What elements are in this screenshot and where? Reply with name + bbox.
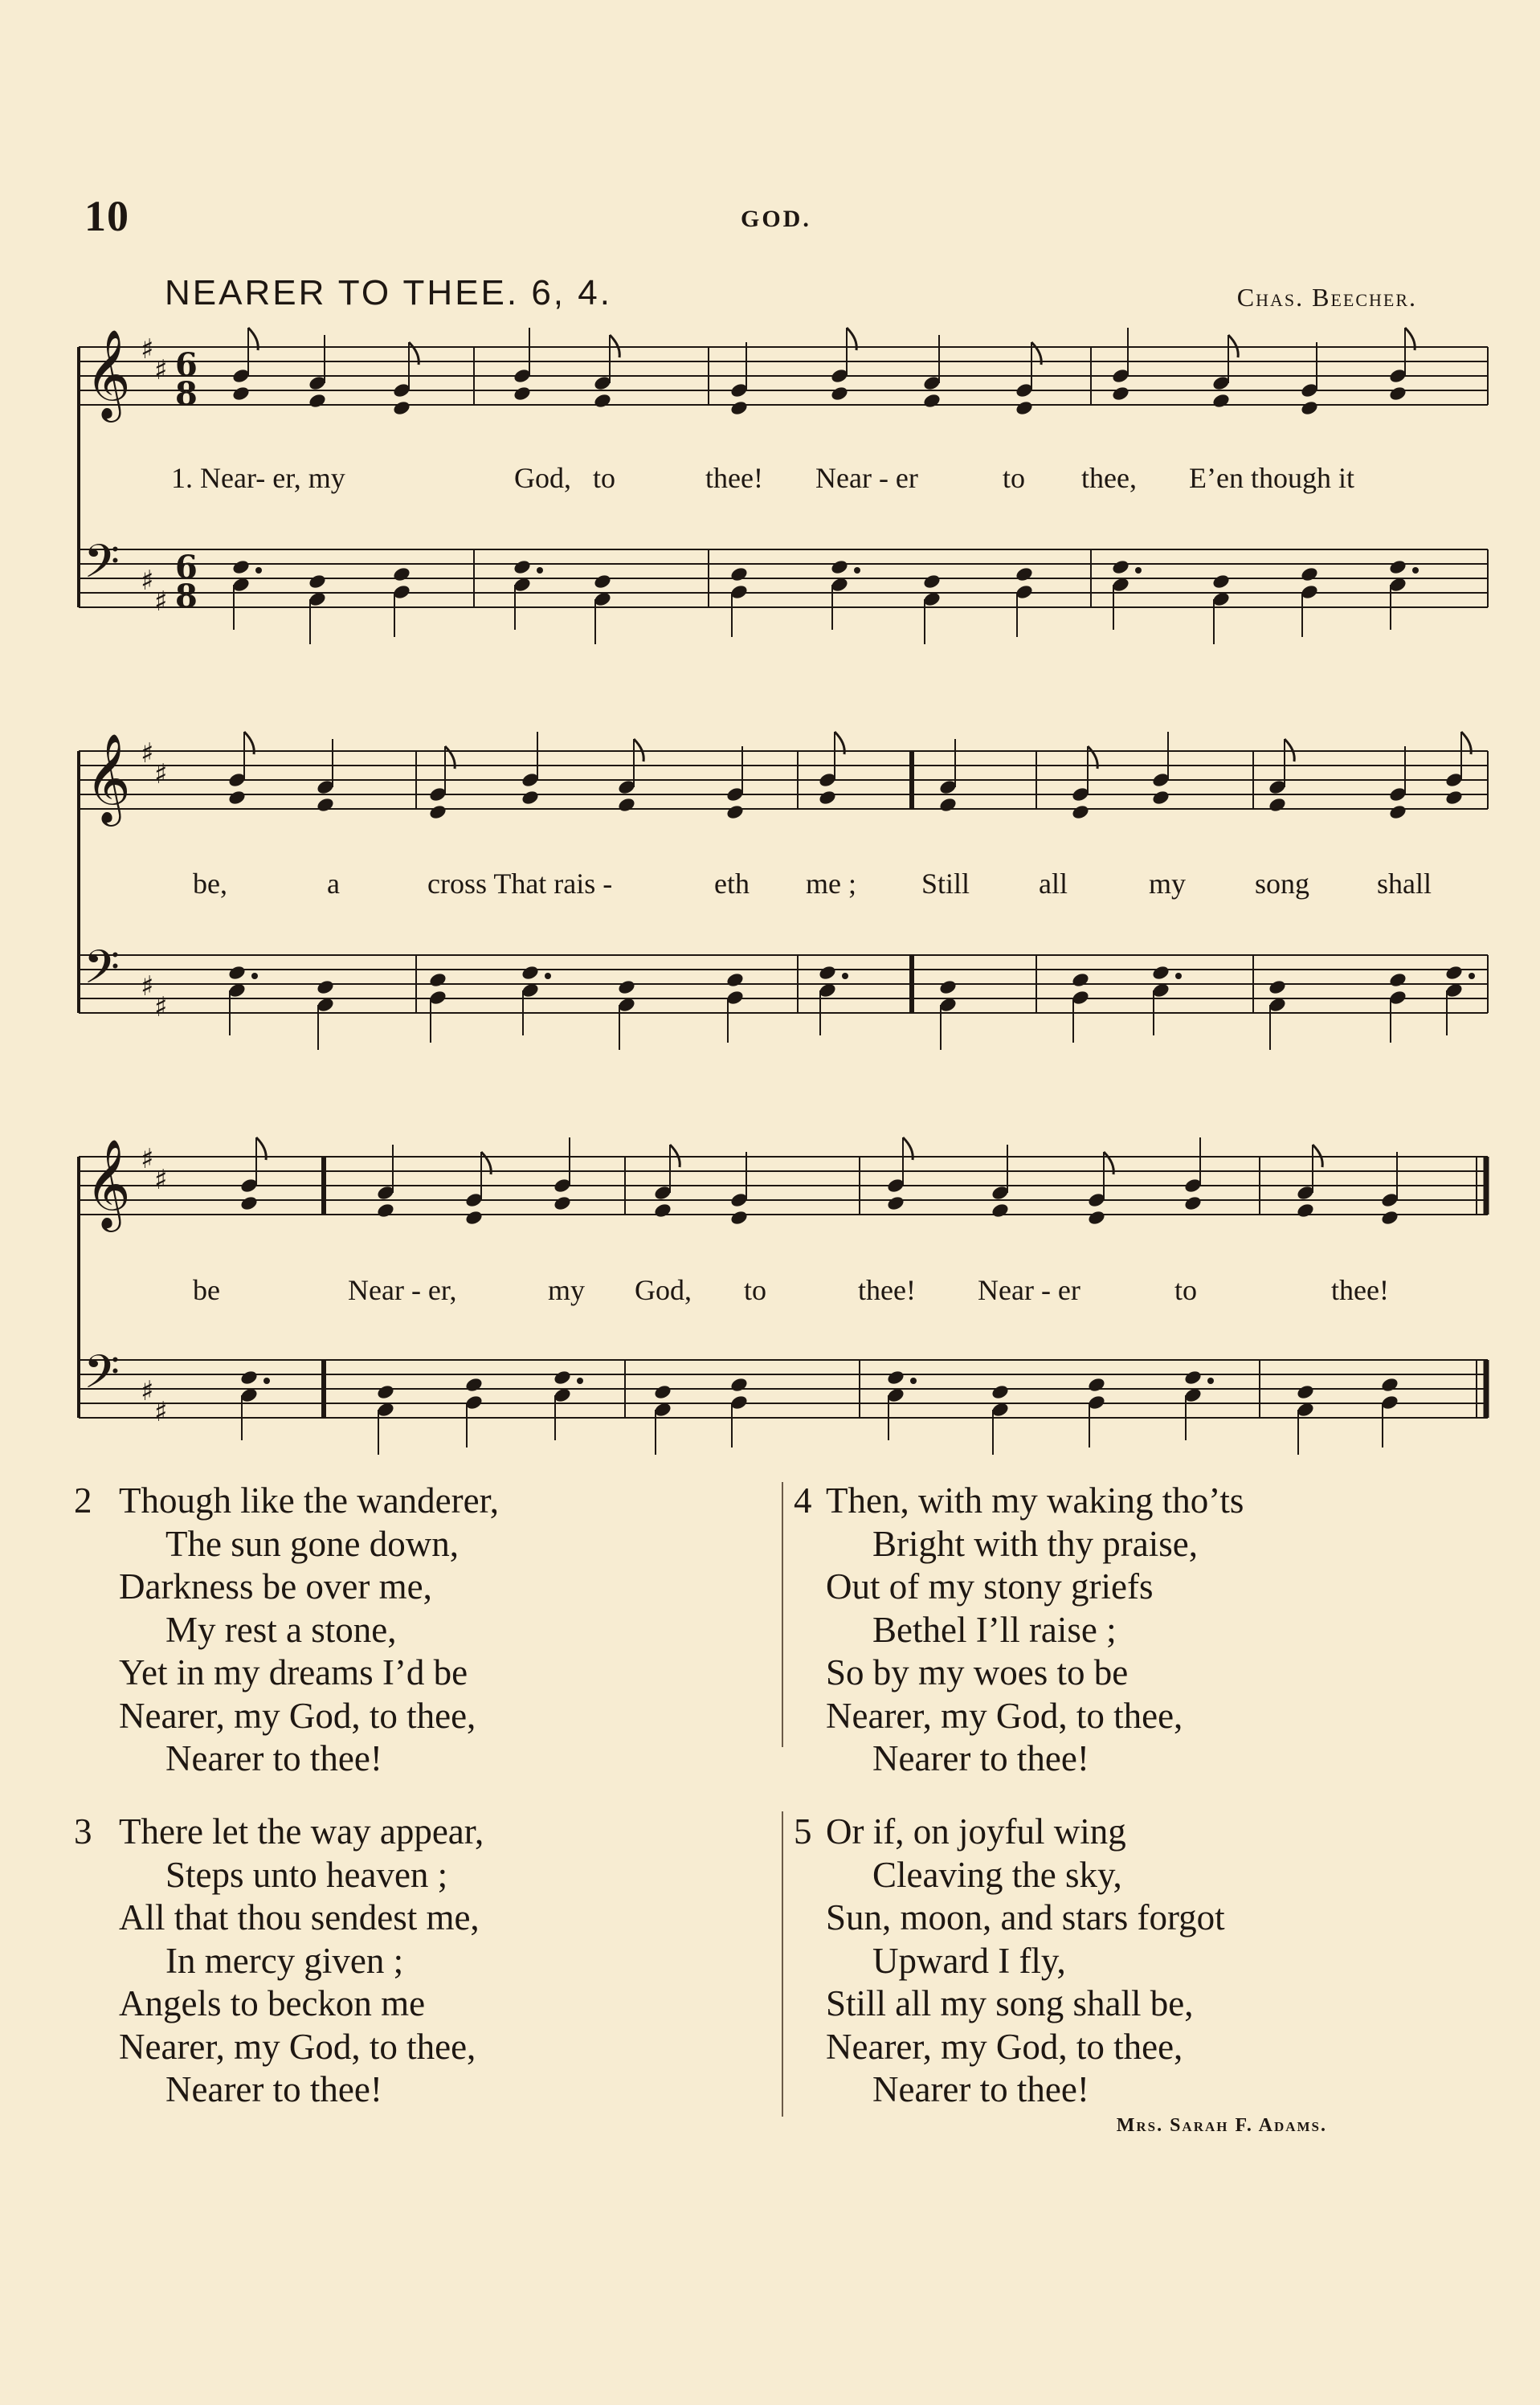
note-head	[938, 796, 958, 813]
verse-line: Cleaving the sky,	[872, 1854, 1122, 1895]
verse-line: Though like the wanderer,	[119, 1480, 500, 1521]
lyric-1-8: E’en though it	[1189, 462, 1354, 494]
note-head	[1380, 1376, 1399, 1393]
verse-2	[74, 1480, 765, 1781]
note-head	[376, 1383, 395, 1400]
verse-line: So by my woes to be	[826, 1652, 1129, 1692]
verse-line: Out of my stony griefs	[826, 1566, 1154, 1607]
note-head	[729, 566, 749, 582]
sharp-sign: ♯	[141, 737, 154, 770]
verse-3	[74, 1811, 765, 2112]
dot	[255, 567, 262, 574]
lyric-3-1: be	[193, 1274, 220, 1306]
page-number: 10	[84, 192, 129, 240]
lyric-1-1: 1. Near- er, my	[171, 462, 345, 494]
sharp-sign: ♯	[154, 1396, 168, 1428]
note-head	[1268, 796, 1287, 813]
verse-line: Upward I fly,	[872, 1940, 1066, 1981]
note-head	[239, 1194, 259, 1211]
note-head	[991, 1202, 1010, 1219]
note-head	[428, 971, 447, 988]
note-head	[886, 1369, 905, 1386]
lyric-2-9: song	[1255, 868, 1310, 900]
verse-4	[794, 1480, 1485, 1781]
note-head	[1388, 803, 1407, 820]
note-head	[991, 1383, 1010, 1400]
sharp-sign: ♯	[154, 991, 168, 1023]
verse-line: The sun gone down,	[165, 1523, 459, 1564]
note-head	[593, 392, 612, 409]
note-head	[922, 392, 942, 409]
sharp-sign: ♯	[154, 354, 168, 386]
dot	[537, 567, 543, 574]
note-head	[1296, 1383, 1315, 1400]
lyric-2-8: my	[1149, 868, 1187, 900]
composer-credit: Chas. Beecher.	[1236, 283, 1417, 312]
verse-line: In mercy given ;	[165, 1940, 404, 1981]
dot	[1135, 567, 1142, 574]
verse-line: Nearer to thee!	[872, 1738, 1089, 1778]
note-head	[729, 1209, 749, 1226]
note-head	[227, 964, 247, 981]
lyric-3-7: Near - er	[978, 1274, 1080, 1306]
note-head	[316, 796, 335, 813]
note-head	[725, 803, 745, 820]
dot	[910, 1378, 917, 1384]
verse-number: 3	[74, 1811, 92, 1852]
note-head	[1296, 1202, 1315, 1219]
lyric-2-10: shall	[1377, 868, 1432, 900]
note-head	[1071, 803, 1090, 820]
note-head	[830, 385, 849, 402]
bass-clef: 𝄢	[84, 1345, 121, 1411]
treble-clef: 𝄞	[85, 329, 131, 419]
note-head	[553, 1194, 572, 1211]
note-head	[1111, 558, 1130, 575]
note-head	[818, 789, 837, 806]
note-head	[1087, 1209, 1106, 1226]
verse-line: My rest a stone,	[165, 1609, 397, 1650]
note-head	[1071, 971, 1090, 988]
lyric-3-6: thee!	[858, 1274, 916, 1306]
column-divider	[782, 1811, 783, 2117]
note-head	[521, 964, 540, 981]
dot	[1469, 973, 1475, 979]
verse-line: Nearer to thee!	[165, 1738, 382, 1778]
note-head	[308, 573, 327, 590]
note-head	[617, 796, 636, 813]
verse-line: Steps unto heaven ;	[165, 1854, 448, 1895]
lyric-2-2: a	[327, 868, 340, 900]
sharp-sign: ♯	[141, 1375, 154, 1407]
lyric-1-4: thee!	[705, 462, 763, 494]
verse-line: Nearer, my God, to thee,	[826, 1695, 1183, 1736]
treble-clef: 𝄞	[85, 733, 131, 823]
note-head	[725, 971, 745, 988]
note-head	[1388, 385, 1407, 402]
note-head	[617, 978, 636, 995]
verse-line: Bright with thy praise,	[872, 1523, 1198, 1564]
sharp-sign: ♯	[141, 565, 154, 597]
note-head	[231, 558, 251, 575]
sharp-sign: ♯	[154, 586, 168, 618]
note-head	[464, 1376, 484, 1393]
note-head	[428, 803, 447, 820]
verse-line: Or if, on joyful wing	[826, 1811, 1126, 1852]
note-head	[513, 558, 532, 575]
verse-line: Nearer, my God, to thee,	[119, 2026, 476, 2067]
time-signature: 6	[175, 346, 198, 384]
verse-5	[794, 1811, 1485, 2112]
treble-clef: 𝄞	[85, 1138, 131, 1228]
lyric-3-8: to	[1174, 1274, 1198, 1306]
lyric-3-2: Near - er,	[348, 1274, 457, 1306]
note-head	[239, 1369, 259, 1386]
lyric-3-4: God,	[635, 1274, 692, 1306]
note-head	[593, 573, 612, 590]
lyric-2-3: cross That rais -	[427, 868, 613, 900]
bass-clef: 𝄢	[84, 534, 121, 600]
lyric-1-2: God,	[514, 462, 571, 494]
sharp-sign: ♯	[154, 758, 168, 790]
lyric-3-3: my	[548, 1274, 586, 1306]
lyric-1-3: to	[593, 462, 616, 494]
note-head	[553, 1369, 572, 1386]
sharp-sign: ♯	[141, 970, 154, 1002]
note-head	[1388, 558, 1407, 575]
verse-line: Nearer, my God, to thee,	[826, 2026, 1183, 2067]
note-head	[830, 558, 849, 575]
lyric-3-9: thee!	[1331, 1274, 1389, 1306]
dot	[842, 973, 848, 979]
note-head	[1380, 1209, 1399, 1226]
note-head	[729, 399, 749, 416]
lyric-2-1: be,	[193, 868, 227, 900]
verse-line: Darkness be over me,	[119, 1566, 432, 1607]
dot	[1175, 973, 1182, 979]
verse-number: 5	[794, 1811, 812, 1852]
note-head	[1388, 971, 1407, 988]
note-head	[1211, 573, 1231, 590]
note-head	[1111, 385, 1130, 402]
note-head	[1151, 964, 1170, 981]
hymn-author: Mrs. Sarah F. Adams.	[1116, 2115, 1327, 2136]
verse-line: All that thou sendest me,	[119, 1897, 480, 1937]
note-head	[653, 1383, 672, 1400]
dot	[854, 567, 860, 574]
bass-clef: 𝄢	[84, 940, 121, 1006]
note-head	[1300, 399, 1319, 416]
sharp-sign: ♯	[154, 1164, 168, 1196]
note-head	[1087, 1376, 1106, 1393]
lyric-2-7: all	[1039, 868, 1068, 900]
note-head	[1300, 566, 1319, 582]
note-head	[818, 964, 837, 981]
lyric-3-5: to	[744, 1274, 767, 1306]
lyric-1-5: Near - er	[815, 462, 918, 494]
verse-line: Yet in my dreams I’d be	[119, 1652, 468, 1692]
verse-line: Nearer to thee!	[165, 2069, 382, 2109]
lyric-1-6: to	[1003, 462, 1026, 494]
note-head	[392, 399, 411, 416]
dot	[1412, 567, 1419, 574]
lyric-2-4: eth	[714, 868, 750, 900]
lyric-2-5: me ;	[806, 868, 856, 900]
dot	[577, 1378, 583, 1384]
note-head	[392, 566, 411, 582]
dot	[251, 973, 258, 979]
note-head	[227, 789, 247, 806]
note-head	[376, 1202, 395, 1219]
time-signature: 8	[175, 578, 198, 615]
verse-line: Angels to beckon me	[119, 1983, 426, 2023]
verse-number: 4	[794, 1480, 812, 1521]
note-head	[1183, 1194, 1203, 1211]
note-head	[308, 392, 327, 409]
note-head	[1211, 392, 1231, 409]
time-signature: 6	[175, 549, 198, 586]
note-head	[922, 573, 942, 590]
dot	[263, 1378, 270, 1384]
note-head	[1268, 978, 1287, 995]
note-head	[1444, 964, 1464, 981]
column-divider	[782, 1482, 783, 1747]
note-head	[653, 1202, 672, 1219]
lyric-1-7: thee,	[1081, 462, 1137, 494]
note-head	[1151, 789, 1170, 806]
note-head	[1183, 1369, 1203, 1386]
note-head	[1444, 789, 1464, 806]
section-heading: GOD.	[741, 206, 811, 232]
verse-line: Nearer, my God, to thee,	[119, 1695, 476, 1736]
verse-line: Bethel I’ll raise ;	[872, 1609, 1117, 1650]
sharp-sign: ♯	[141, 1143, 154, 1175]
note-head	[231, 385, 251, 402]
note-head	[521, 789, 540, 806]
note-head	[513, 385, 532, 402]
verse-line: There let the way appear,	[119, 1811, 484, 1852]
verse-line: Then, with my waking tho’ts	[826, 1480, 1244, 1521]
verse-line: Nearer to thee!	[872, 2069, 1089, 2109]
dot	[1207, 1378, 1214, 1384]
time-signature: 8	[175, 375, 198, 413]
note-head	[886, 1194, 905, 1211]
lyric-2-6: Still	[921, 868, 970, 900]
note-head	[938, 978, 958, 995]
sharp-sign: ♯	[141, 333, 154, 365]
note-head	[1015, 566, 1034, 582]
verse-line: Sun, moon, and stars forgot	[826, 1897, 1225, 1937]
note-head	[1015, 399, 1034, 416]
note-head	[316, 978, 335, 995]
dot	[545, 973, 551, 979]
verse-line: Still all my song shall be,	[826, 1983, 1194, 2023]
note-head	[464, 1209, 484, 1226]
note-head	[729, 1376, 749, 1393]
verse-number: 2	[74, 1480, 92, 1521]
hymn-title: NEARER TO THEE. 6, 4.	[165, 273, 612, 312]
